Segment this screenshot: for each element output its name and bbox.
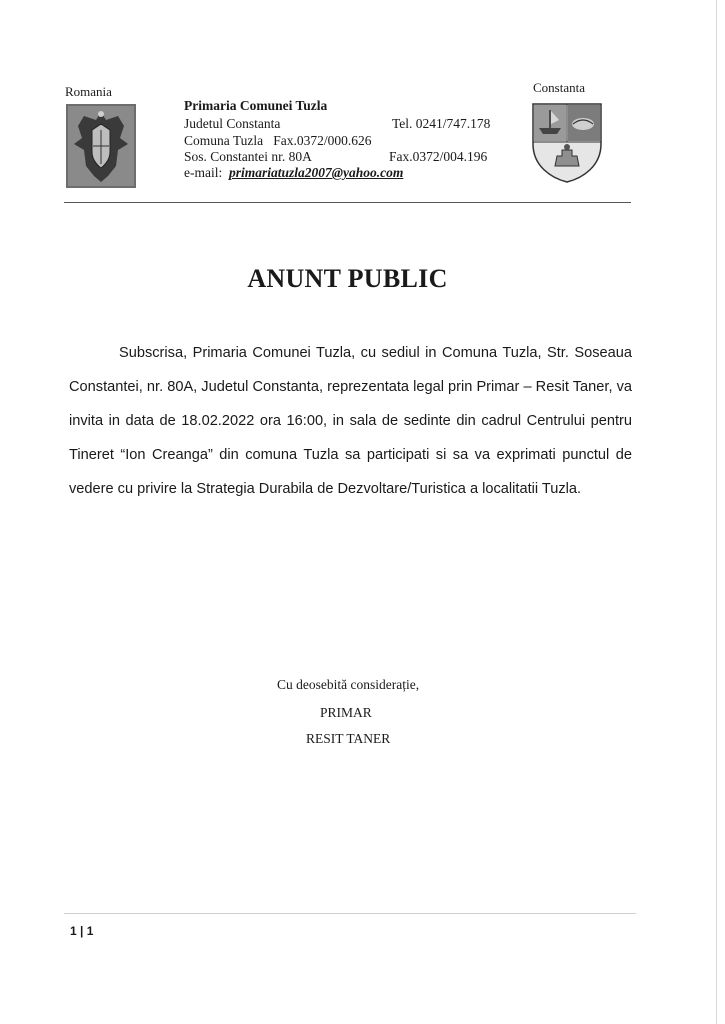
constanta-coat-of-arms-icon (527, 98, 607, 184)
country-label: Romania (65, 84, 112, 99)
document-title: ANUNT PUBLIC (247, 264, 448, 293)
announcement-body: Subscrisa, Primaria Comunei Tuzla, cu sediul in Comuna Tuzla, Str. Soseaua Constantei, nr. 80A, Judetul Constanta, reprezentata legal prin Primar – Resit Taner, va invita in data de 18.02.2022 ora 16:00, in sala de sedinte din cadrul Centrului pentru Tineret “Ion Creanga” din comuna Tuzla sa participati si sa va exprimati punctul de vedere cu privire la Strategia Durabila de Dezvoltare/Turistica a localitatii Tuzla. (69, 345, 632, 497)
fax-1: Fax.0372/000.626 (273, 133, 372, 148)
telephone: Tel. 0241/747.178 (392, 116, 491, 131)
institution-name: Primaria Comunei Tuzla (184, 98, 328, 113)
romania-coat-of-arms-icon (66, 104, 136, 188)
email-link[interactable]: primariatuzla2007@yahoo.com (228, 165, 404, 180)
footer-divider (64, 913, 636, 914)
county-label: Constanta (533, 80, 585, 95)
closing-regards: Cu deosebită considerație, (277, 677, 420, 692)
page-number: 1 | 1 (70, 924, 94, 938)
signatory-role: PRIMAR (320, 705, 372, 720)
address-line: Sos. Constantei nr. 80A (184, 149, 312, 164)
email-line (184, 164, 403, 182)
county-line: Judetul Constanta (184, 116, 281, 131)
header-divider (64, 202, 631, 203)
fax-2: Fax.0372/004.196 (389, 149, 488, 164)
page-edge (716, 0, 717, 1024)
email-label: e-mail: (184, 165, 223, 180)
commune-line: Comuna Tuzla (184, 133, 264, 148)
signatory-name: RESIT TANER (306, 731, 391, 746)
